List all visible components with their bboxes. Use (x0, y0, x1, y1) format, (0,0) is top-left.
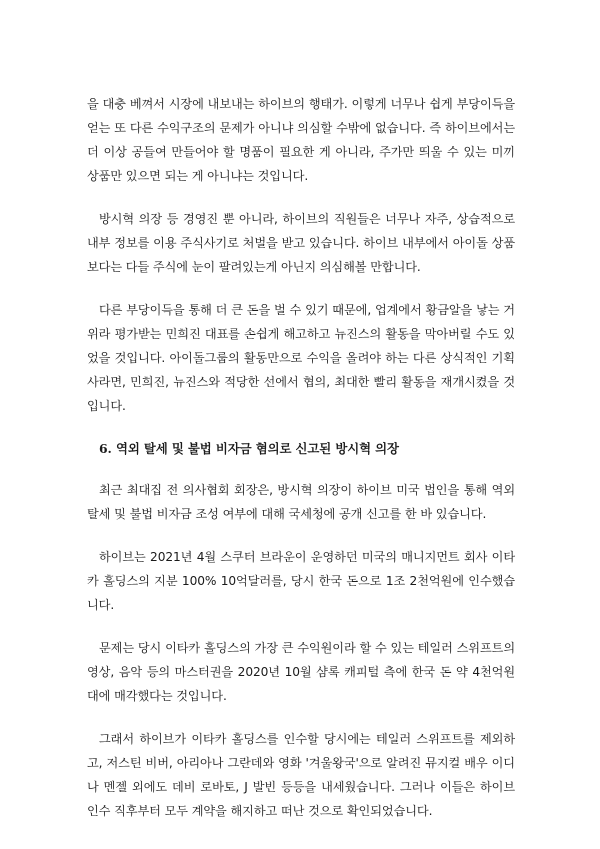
paragraph-7: 그래서 하이브가 이타카 홀딩스를 인수할 당시에는 테일러 스위프트를 제외하고, 저스틴 비버, 아리아나 그란데와 영화 '겨울왕국'으로 알려진 뮤지컬 배우 이디나 멘젤 외에도 데비 로바토, J 발빈 등등을 내세웠습니다. 그러나 이들은 하이브 인수 직후부터 모두 계약을 해지하고 떠난 것으로 확인되었습니다. (87, 732, 515, 818)
section-heading-6: 6. 역외 탈세 및 불법 비자금 혐의로 신고된 방시혁 의장 (99, 441, 399, 456)
paragraph-2: 방시혁 의장 등 경영진 뿐 아니라, 하이브의 직원들은 너무나 자주, 상습적으로 내부 정보를 이용 주식사기로 처벌을 받고 있습니다. 하이브 내부에서 아이돌 상품 보다는 다들 주식에 눈이 팔려있는게 아닌지 의심해볼 만합니다. (87, 212, 515, 274)
paragraph-5: 하이브는 2021년 4월 스쿠터 브라운이 운영하던 미국의 매니지먼트 회사 이타카 홀딩스의 지분 100% 10억달러를, 당시 한국 돈으로 1조 2천억원에 인수했습니다. (87, 550, 515, 612)
document-body (87, 92, 515, 842)
paragraph-1: 을 대충 베껴서 시장에 내보내는 하이브의 행태가. 이렇게 너무나 쉽게 부당이득을 얻는 또 다른 수익구조의 문제가 아니냐 의심할 수밖에 없습니다. 즉 하이브에서는 더 이상 공들여 만들어야 할 명품이 필요한 게 아니라, 주가만 띄울 수 있는 미끼 상품만 있으면 되는 게 아니냐는 것입니다. (87, 97, 515, 183)
paragraph-6: 문제는 당시 이타카 홀딩스의 가장 큰 수익원이라 할 수 있는 테일러 스위프트의 영상, 음악 등의 마스터권을 2020년 10월 샴록 캐피털 측에 한국 돈 약 4천억원대에 매각했다는 것입니다. (87, 641, 515, 703)
paragraph-3: 다른 부당이득을 통해 더 큰 돈을 벌 수 있기 때문에, 업계에서 황금알을 낳는 거위라 평가받는 민희진 대표를 손쉽게 해고하고 뉴진스의 활동을 막아버릴 수도 있었을 것입니다. 아이돌그룹의 활동만으로 수익을 올려야 하는 다른 상식적인 기획사라면, 민희진, 뉴진스와 적당한 선에서 협의, 최대한 빨리 활동을 재개시켰을 것입니다. (87, 303, 515, 413)
paragraph-4: 최근 최대집 전 의사협회 회장은, 방시혁 의장이 하이브 미국 법인을 통해 역외 탈세 및 불법 비자금 조성 여부에 대해 국세청에 공개 신고를 한 바 있습니다. (87, 483, 515, 521)
